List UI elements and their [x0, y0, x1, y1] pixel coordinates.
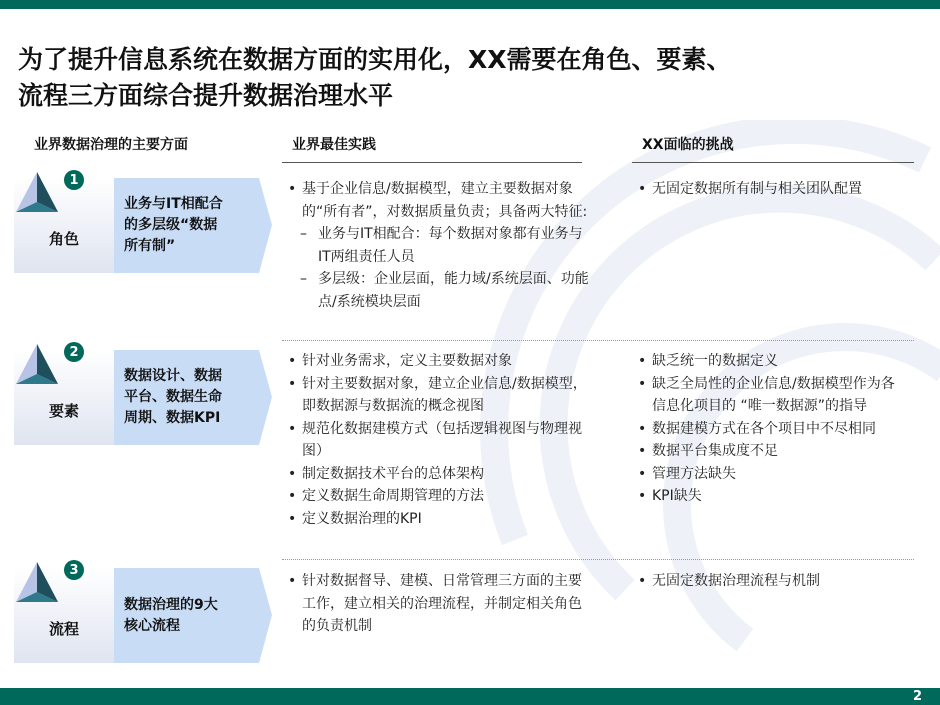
pyramid-icon: [14, 170, 60, 216]
row-label: 流程: [48, 620, 79, 638]
aspect-arrow: [114, 568, 272, 663]
row-number-badge: 3: [64, 560, 84, 580]
list-item: – 多层级：企业层面，能力域/系统层面、功能点/系统模块层面: [286, 268, 591, 313]
column-header-practice: 业界最佳实践: [292, 137, 376, 153]
practice-list: [286, 178, 591, 313]
aspect-line: 所有制”: [124, 238, 176, 254]
list-item: • 数据建模方式在各个项目中不尽相同: [636, 418, 908, 441]
aspect-line: 平台、数据生命: [124, 389, 222, 405]
row-number-badge: 2: [64, 342, 84, 362]
pyramid-icon: [14, 342, 60, 388]
practice-list: [286, 570, 591, 638]
list-item: • 针对主要数据对象，建立企业信息/数据模型，即数据源与数据流的概念视图: [286, 373, 591, 418]
list-item: • 规范化数据建模方式（包括逻辑视图与物理视图）: [286, 418, 591, 463]
list-item: • 基于企业信息/数据模型，建立主要数据对象的“所有者”，对数据质量负责；具备两大特征:: [286, 178, 591, 223]
aspect-text: [124, 178, 259, 273]
list-item: • 管理方法缺失: [636, 463, 908, 486]
aspect-arrow: [114, 350, 272, 445]
page-title: [18, 42, 928, 114]
aspect-line: 核心流程: [124, 617, 180, 634]
list-item: • KPI缺失: [636, 485, 908, 508]
row-number-badge: 1: [64, 170, 84, 190]
aspect-arrow: [114, 178, 272, 273]
row-separator: [282, 340, 914, 341]
column-header-challenge: XX面临的挑战: [642, 137, 734, 153]
list-item: • 无固定数据所有制与相关团队配置: [636, 178, 908, 201]
aspect-line: 的多层级“数据: [124, 217, 218, 233]
row-label: 角色: [48, 230, 79, 248]
challenge-list: [636, 570, 908, 593]
list-item: • 制定数据技术平台的总体架构: [286, 463, 591, 486]
page-number: 2: [912, 689, 922, 704]
title-line-1: 为了提升信息系统在数据方面的实用化，XX需要在角色、要素、: [18, 45, 732, 74]
list-item: • 针对业务需求，定义主要数据对象: [286, 350, 591, 373]
list-item: • 定义数据治理的KPI: [286, 508, 591, 531]
aspect-line: 数据设计、数据: [124, 368, 222, 384]
list-item: • 针对数据督导、建模、日常管理三方面的主要工作，建立相关的治理流程，并制定相关角色的负责机制: [286, 570, 591, 638]
list-item: • 定义数据生命周期管理的方法: [286, 485, 591, 508]
list-item: • 数据平台集成度不足: [636, 440, 908, 463]
column-underline-challenge: [632, 162, 914, 163]
bottom-bar: [0, 688, 940, 705]
aspect-line: 业务与IT相配合: [124, 196, 223, 212]
list-item: • 缺乏全局性的企业信息/数据模型作为各信息化项目的 “唯一数据源”的指导: [636, 373, 908, 418]
aspect-line: 数据治理的9大: [124, 596, 218, 613]
column-underline-practice: [282, 162, 582, 163]
list-item: • 无固定数据治理流程与机制: [636, 570, 908, 593]
challenge-list: [636, 178, 908, 201]
pyramid-icon: [14, 560, 60, 606]
challenge-list: [636, 350, 908, 508]
row-label: 要素: [48, 402, 79, 420]
row-separator: [282, 559, 914, 560]
list-item: – 业务与IT相配合：每个数据对象都有业务与IT两组责任人员: [286, 223, 591, 268]
aspect-text: [124, 568, 259, 663]
top-bar: [0, 0, 940, 9]
list-item: • 缺乏统一的数据定义: [636, 350, 908, 373]
aspect-line: 周期、数据KPI: [124, 410, 221, 426]
practice-list: [286, 350, 591, 530]
aspect-text: [124, 350, 259, 445]
title-line-2: 流程三方面综合提升数据治理水平: [18, 81, 394, 110]
column-header-aspect: 业界数据治理的主要方面: [34, 137, 188, 153]
